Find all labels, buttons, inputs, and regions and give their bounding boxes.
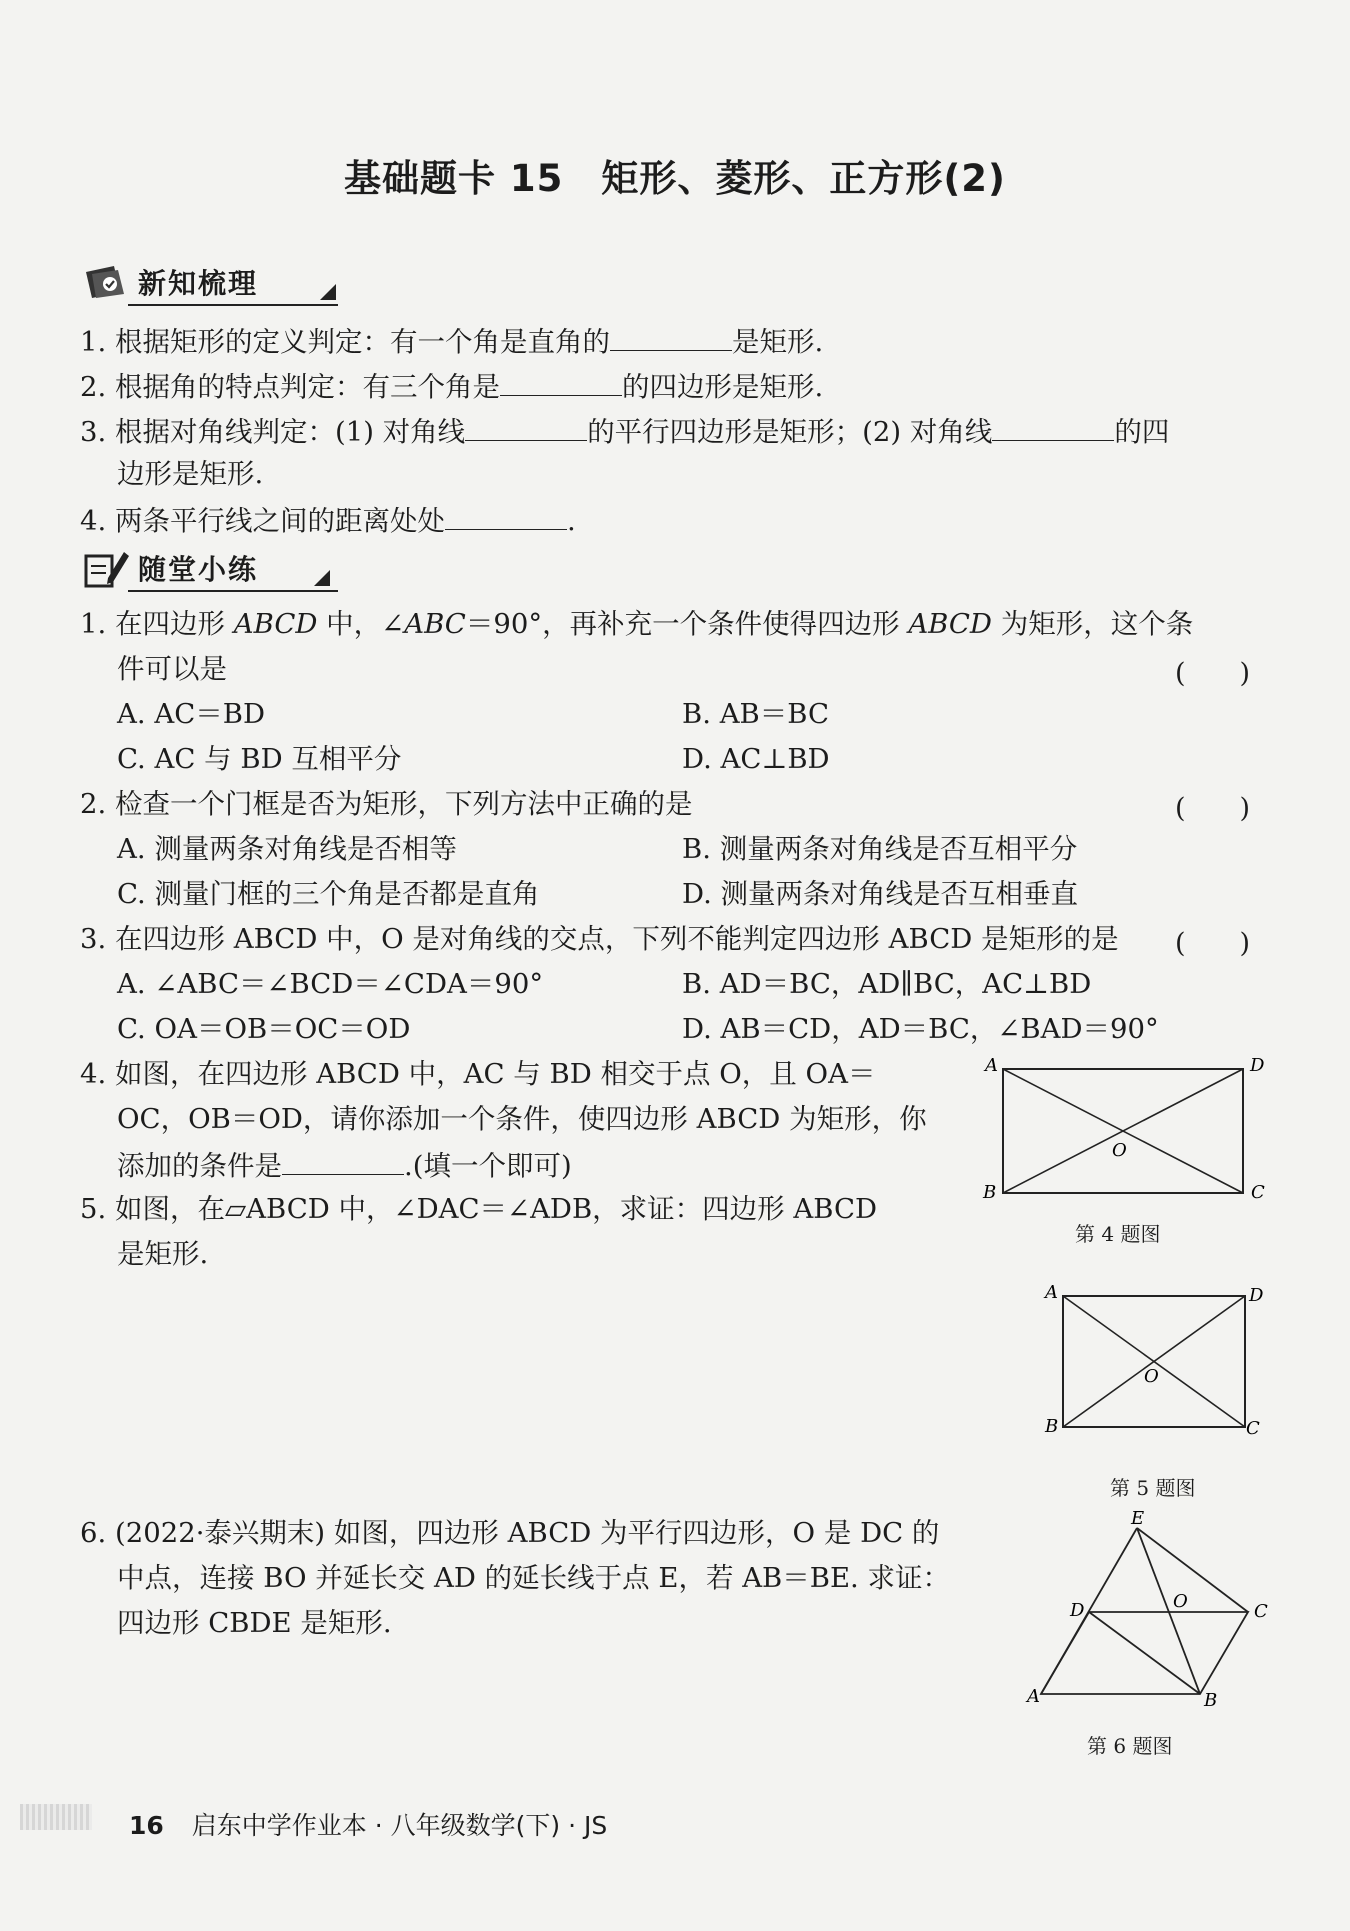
answer-blank[interactable]	[500, 367, 622, 396]
answer-blank[interactable]	[610, 322, 732, 351]
question-1-stem: 1. 在四边形 ABCD 中，∠ABC＝90°，再补充一个条件使得四边形 ABCD 为矩形，这个条	[80, 608, 1194, 640]
vertex-label-e: E	[1131, 1510, 1145, 1529]
question-4-stem-cont: 添加的条件是 .(填一个即可)	[117, 1146, 572, 1184]
option-b[interactable]: B. 测量两条对角线是否互相平分	[682, 833, 1078, 865]
vertex-label-b: B	[1204, 1690, 1218, 1710]
vertex-label-c: C	[1251, 1182, 1265, 1203]
page-footer	[129, 1806, 607, 1842]
answer-blank[interactable]	[992, 412, 1114, 441]
option-d[interactable]: D. 测量两条对角线是否互相垂直	[682, 878, 1079, 910]
question-2-stem: 2. 检查一个门框是否为矩形，下列方法中正确的是	[80, 788, 693, 820]
question-3-stem: 3. 在四边形 ABCD 中，O 是对角线的交点，下列不能判定四边形 ABCD 是矩形的是	[80, 923, 1119, 955]
question-6-stem: 6. (2022·泰兴期末) 如图，四边形 ABCD 为平行四边形，O 是 DC 的	[80, 1517, 940, 1549]
question-5-stem-cont: 是矩形.	[117, 1238, 209, 1270]
corner-triangle-icon	[320, 284, 336, 300]
vertex-label-d: D	[1249, 1285, 1264, 1306]
option-a[interactable]: A. AC＝BD	[117, 698, 266, 730]
vertex-label-c: C	[1254, 1601, 1268, 1622]
question-4-stem: 4. 如图，在四边形 ABCD 中，AC 与 BD 相交于点 O，且 OA＝	[80, 1058, 876, 1090]
vertex-label-d: D	[1250, 1055, 1265, 1076]
figure-q4-rectangle	[975, 1055, 1275, 1205]
section-title-knowledge: 新知梳理	[138, 267, 259, 300]
vertex-label-a: A	[1045, 1282, 1058, 1303]
page-title: 基础题卡 15 矩形、菱形、正方形(2)	[344, 157, 1006, 200]
knowledge-line-2: 2. 根据角的特点判定：有三个角是 的四边形是矩形.	[80, 367, 823, 405]
vertex-label-a: A	[985, 1055, 998, 1076]
option-d[interactable]: D. AC⊥BD	[682, 743, 830, 775]
question-4-stem-cont: OC，OB＝OD，请你添加一个条件，使四边形 ABCD 为矩形，你	[117, 1103, 927, 1135]
notebook-icon	[84, 262, 130, 302]
pencil-note-icon	[84, 548, 130, 588]
vertex-label-b: B	[1045, 1416, 1059, 1437]
option-d[interactable]: D. AB＝CD，AD＝BC，∠BAD＝90°	[682, 1013, 1159, 1045]
vertex-label-c: C	[1246, 1418, 1260, 1439]
vertex-label-b: B	[983, 1182, 997, 1203]
point-label-o: O	[1173, 1591, 1188, 1612]
knowledge-line-4: 4. 两条平行线之间的距离处处 .	[80, 501, 576, 539]
option-a[interactable]: A. 测量两条对角线是否相等	[117, 833, 457, 865]
answer-blank[interactable]	[445, 501, 567, 530]
section-header-practice	[84, 548, 354, 592]
vertex-label-d: D	[1070, 1600, 1085, 1621]
answer-parentheses[interactable]: ( )	[1175, 658, 1251, 689]
vertex-label-a: A	[1027, 1686, 1040, 1707]
option-c[interactable]: C. OA＝OB＝OC＝OD	[117, 1013, 411, 1045]
answer-blank[interactable]	[465, 412, 587, 441]
knowledge-line-1: 1. 根据矩形的定义判定：有一个角是直角的 是矩形.	[80, 322, 823, 360]
figure-caption-q6: 第 6 题图	[1087, 1734, 1173, 1758]
question-6-stem-cont: 中点，连接 BO 并延长交 AD 的延长线于点 E，若 AB＝BE. 求证：	[117, 1562, 951, 1594]
point-label-o: O	[1112, 1140, 1127, 1161]
answer-parentheses[interactable]: ( )	[1175, 793, 1251, 824]
point-label-o: O	[1144, 1366, 1159, 1387]
knowledge-line-3-cont: 边形是矩形.	[117, 458, 264, 490]
figure-caption-q5: 第 5 题图	[1110, 1476, 1196, 1500]
knowledge-line-3: 3. 根据对角线判定：(1) 对角线 的平行四边形是矩形；(2) 对角线 的四	[80, 412, 1169, 450]
option-a[interactable]: A. ∠ABC＝∠BCD＝∠CDA＝90°	[117, 968, 544, 1000]
option-b[interactable]: B. AD＝BC，AD∥BC，AC⊥BD	[682, 968, 1092, 1000]
answer-blank[interactable]	[282, 1146, 404, 1175]
figure-q5-rectangle	[1035, 1282, 1275, 1442]
option-c[interactable]: C. 测量门框的三个角是否都是直角	[117, 878, 540, 910]
section-underline	[128, 304, 338, 306]
section-header-knowledge	[84, 262, 354, 306]
question-5-stem: 5. 如图，在▱ABCD 中，∠DAC＝∠ADB，求证：四边形 ABCD	[80, 1193, 878, 1225]
section-underline	[128, 590, 338, 592]
option-c[interactable]: C. AC 与 BD 互相平分	[117, 743, 402, 775]
section-title-practice: 随堂小练	[138, 553, 259, 586]
footer-stripe	[20, 1804, 92, 1830]
corner-triangle-icon	[314, 570, 330, 586]
figure-q6-parallelogram	[1025, 1510, 1275, 1710]
question-6-stem-cont: 四边形 CBDE 是矩形.	[117, 1607, 392, 1639]
figure-caption-q4: 第 4 题图	[1075, 1222, 1161, 1246]
book-title: 启东中学作业本 · 八年级数学(下) · JS	[191, 1811, 608, 1840]
option-b[interactable]: B. AB＝BC	[682, 698, 830, 730]
question-1-stem-cont: 件可以是	[117, 653, 227, 685]
answer-parentheses[interactable]: ( )	[1175, 928, 1251, 959]
page-number: 16	[129, 1811, 164, 1840]
